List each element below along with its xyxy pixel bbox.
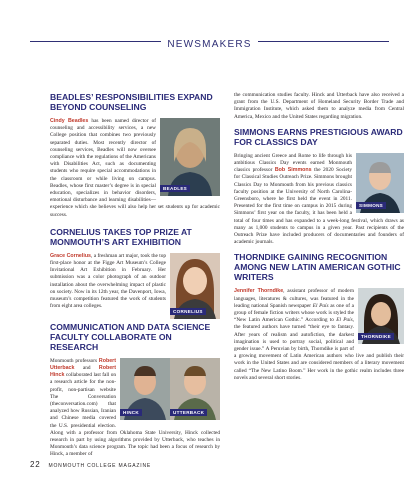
- masthead: [0, 34, 419, 52]
- cornelius-photo-label: CORNELIUS: [170, 308, 206, 315]
- page-footer: [30, 460, 151, 469]
- cornelius-photo: [170, 253, 220, 319]
- hinck-name: Robert Hinck: [50, 365, 116, 379]
- left-column: [50, 92, 220, 461]
- simmons-body: Bringing ancient Greece and Rome to life through his ambitious Classics Day events earned Monmouth classics professor Bob Simmons the 2020 Society for Classical Studies Outreach Prize. Simmons brought Classics Day to Monmouth from his previous classics faculty position at the University of North Carolina-Greensboro, where he first held the event in 2011. Presented for the first time on campus in 2015 during Simmons’ first year on the faculty, it has been held a total of four times and has expanded to a week-long festival, which draws as many as 1,000 students to campus in a given year. Past recipients of the Outreach Prize have included producers of documentaries and founders of academic journals.: [234, 152, 404, 246]
- thorndike-photo-label: THORNDIKE: [358, 333, 394, 340]
- beadles-photo: [160, 118, 220, 196]
- beadles-heading: BEADLES’ RESPONSIBILITIES EXPAND BEYOND COUNSELING: [50, 92, 213, 112]
- beadles-name: Cindy Beadles: [50, 118, 89, 124]
- thorndike-photo: [358, 288, 404, 344]
- communication-heading: COMMUNICATION AND DATA SCIENCE FACULTY COLLABORATE ON RESEARCH: [50, 321, 211, 352]
- hinck-photo-label: HINCK: [120, 409, 142, 416]
- thorndike-name: Jennifer Thorndike: [234, 288, 284, 295]
- communication-body: Monmouth professors Robert Utterback and Robert Hinck collaborated last fall on a research article for the non-profit, non-partisan website The Conversation (theconversation.com) that analyzed how Russian, Iranian and Chinese media covered the U.S. presidential election. Along with a professor from Oklahoma State University, Hinck collected research in part by using algorithms provided by Utterback, who teaches in Monmouth’s data science program. The topic had been a focus of research by Hinck, a member of: [50, 357, 220, 458]
- simmons-name: Bob Simmons: [274, 167, 312, 174]
- right-column: [234, 92, 404, 384]
- thorndike-heading: THORNDIKE GAINING RECOGNITION AMONG NEW LATIN AMERICAN GOTHIC WRITERS: [234, 252, 401, 283]
- cornelius-body: Grace Cornelius, a freshman art major, took the top first-place honor at the Figge Art Museum’s College Invitational Art Exhibition in February. Her submission was a color photograph of an outdoor installation about the overwhelming impact of plastic on society. Now in its 12th year, the Davenport, Iowa, museum’s competition featured the work of students from eight area colleges.: [50, 252, 166, 310]
- communication-continued: the communication studies faculty. Hinck and Utterback have also received a grant from the U.S. Department of Homeland Security Border Trade and Immigration Institute, which asked them to analyze media from Central America, Mexico and the United States regarding migration.: [234, 92, 404, 120]
- section-title: NEWSMAKERS: [161, 39, 257, 50]
- beadles-body: Cindy Beadles has been named director of counseling and accessibility services, a new College position that combines two previously separated duties. Most recently director of counseling services, Beadles will now oversee compliance with the regulations of the Americans with Disabilities Act, such as documenting students who require special accommodations in the classroom or while living on campus. Beadles, whose first master’s degree is in special education, specializes in behavior disorders, emotional disturbance and learning disabilities—experience which she believes will also help her set students up for academic success.: [50, 118, 220, 218]
- cornelius-name: Grace Cornelius: [50, 252, 92, 259]
- utterback-photo-label: UTTERBACK: [170, 409, 207, 416]
- page-number: 22: [30, 460, 41, 469]
- simmons-photo: [356, 153, 404, 213]
- publication-name: MONMOUTH COLLEGE MAGAZINE: [48, 463, 152, 469]
- simmons-photo-label: SIMMONS: [356, 202, 386, 209]
- hinck-utterback-photo: [120, 358, 220, 420]
- thorndike-body: Jennifer Thorndike, assistant professor of modern languages, literatures & cultures, was featured in the leading national Spanish newspaper El País as one of a group of female fiction writers whose work is styled the “New Latin American Gothic.” According to El País, the featured authors have turned “their eye to fantasy. After years of realism and autofiction, the darkest imagination is used to portray social, political and gender issue.” A Peruvian by birth, Thorndike is part of a growing movement of Latin American authors who live and publish their work in the United States and are considered members of a literary movement called “The New Latino Boom.” Her work in the gothic realm includes three novels and several short stories.: [234, 288, 404, 381]
- cornelius-heading: CORNELIUS TAKES TOP PRIZE AT MONMOUTH’S ART EXHIBITION: [50, 226, 192, 247]
- beadles-photo-label: BEADLES: [160, 185, 190, 192]
- simmons-heading: SIMMONS EARNS PRESTIGIOUS AWARD FOR CLASSICS DAY: [234, 126, 403, 147]
- utterback-name: Robert Utterback: [50, 357, 116, 372]
